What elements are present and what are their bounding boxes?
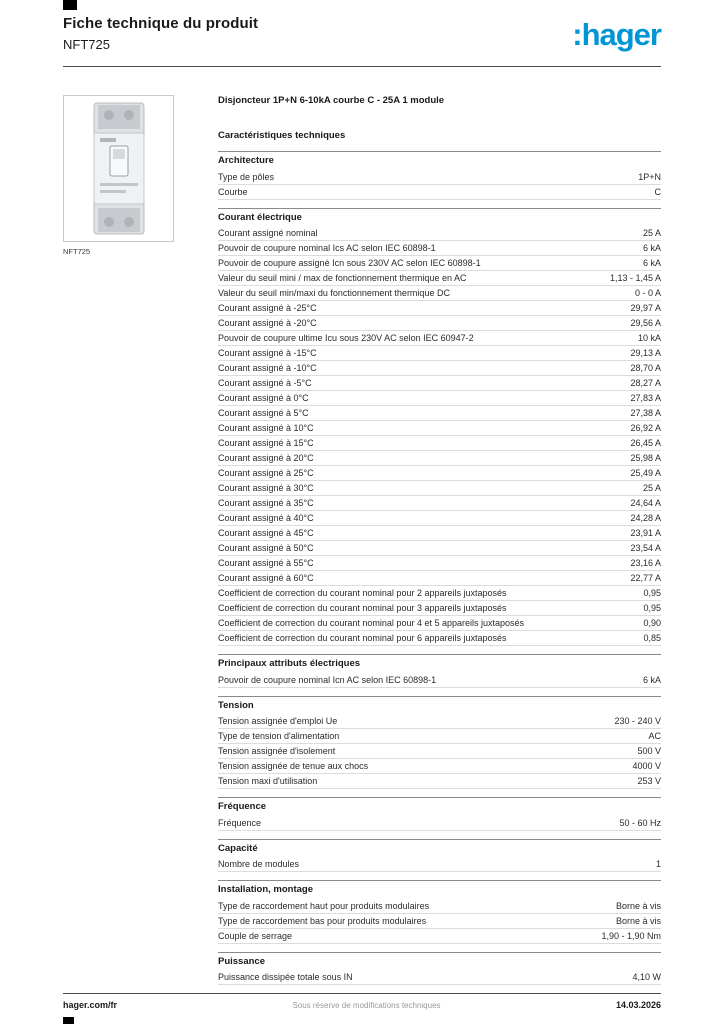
- spec-row: [218, 929, 661, 944]
- spec-label: Type de tension d'alimentation: [218, 731, 340, 741]
- spec-row: [218, 571, 661, 586]
- product-reference: NFT725: [63, 37, 110, 52]
- spec-value: 4000 V: [632, 761, 661, 771]
- spec-value: 23,54 A: [630, 543, 661, 553]
- spec-row: [218, 526, 661, 541]
- section-title: Fréquence: [218, 797, 661, 816]
- spec-row: [218, 376, 661, 391]
- spec-row: [218, 256, 661, 271]
- spec-value: 29,97 A: [630, 303, 661, 313]
- spec-label: Courant assigné à 30°C: [218, 483, 314, 493]
- spec-value: 0,90: [643, 618, 661, 628]
- spec-sections: [218, 151, 661, 985]
- spec-label: Nombre de modules: [218, 859, 300, 869]
- spec-label: Pouvoir de coupure assigné Icn sous 230V AC selon IEC 60898-1: [218, 258, 481, 268]
- spec-row: [218, 185, 661, 200]
- spec-section: [218, 880, 661, 944]
- spec-row: [218, 970, 661, 985]
- spec-label: Couple de serrage: [218, 930, 293, 941]
- spec-value: 0 - 0 A: [634, 288, 661, 298]
- header: [63, 15, 661, 52]
- spec-row: [218, 226, 661, 241]
- spec-row: [218, 899, 661, 914]
- product-name: Disjoncteur 1P+N 6-10kA courbe C - 25A 1 module: [218, 95, 445, 106]
- spec-row: [218, 316, 661, 331]
- spec-row: [218, 511, 661, 526]
- spec-label: Courant assigné à -5°C: [218, 378, 312, 388]
- spec-value: 26,92 A: [630, 423, 661, 433]
- spec-row: [218, 556, 661, 571]
- spec-value: C: [654, 186, 661, 197]
- spec-label: Coefficient de correction du courant nominal pour 3 appareils juxtaposés: [218, 603, 507, 613]
- spec-label: Courant assigné à 40°C: [218, 513, 314, 523]
- spec-row: [218, 714, 661, 729]
- spec-value: 25,98 A: [630, 453, 661, 463]
- spec-value: 6 kA: [642, 258, 661, 268]
- spec-value: Borne à vis: [615, 900, 661, 911]
- spec-label: Pouvoir de coupure nominal Ics AC selon IEC 60898-1: [218, 243, 436, 253]
- product-image-frame: [63, 95, 174, 242]
- section-title: Tension: [218, 696, 661, 715]
- spec-label: Courant assigné à 20°C: [218, 453, 314, 463]
- spec-value: 24,28 A: [630, 513, 661, 523]
- spec-value: 24,64 A: [630, 498, 661, 508]
- spec-column: [218, 95, 661, 985]
- hager-logo: :hager: [572, 17, 661, 52]
- section-title: Capacité: [218, 839, 661, 858]
- spec-value: AC: [648, 731, 661, 741]
- spec-label: Valeur du seuil mini / max de fonctionnement thermique en AC: [218, 273, 467, 283]
- spec-value: 230 - 240 V: [614, 716, 661, 726]
- spec-label: Tension maxi d'utilisation: [218, 776, 318, 786]
- spec-label: Courant assigné à 15°C: [218, 438, 314, 448]
- spec-value: 6 kA: [642, 243, 661, 253]
- spec-row: [218, 286, 661, 301]
- spec-value: 6 kA: [642, 674, 661, 685]
- spec-row: [218, 774, 661, 789]
- spec-value: 29,13 A: [630, 348, 661, 358]
- section-title: Puissance: [218, 952, 661, 971]
- spec-label: Courant assigné nominal: [218, 228, 318, 238]
- spec-row: [218, 759, 661, 774]
- spec-value: 1P+N: [638, 171, 661, 182]
- spec-section: [218, 839, 661, 873]
- footer: [63, 1000, 661, 1010]
- spec-row: [218, 466, 661, 481]
- spec-row: [218, 541, 661, 556]
- spec-label: Courant assigné à -15°C: [218, 348, 317, 358]
- spec-value: 25 A: [642, 228, 661, 238]
- spec-section: [218, 654, 661, 688]
- spec-row: [218, 391, 661, 406]
- footer-link[interactable]: hager.com/fr: [63, 1000, 118, 1010]
- spec-value: 23,16 A: [630, 558, 661, 568]
- spec-value: 1,90 - 1,90 Nm: [601, 930, 661, 941]
- spec-label: Type de raccordement bas pour produits modulaires: [218, 915, 427, 926]
- spec-label: Courbe: [218, 186, 248, 197]
- spec-row: [218, 331, 661, 346]
- spec-label: Courant assigné à 10°C: [218, 423, 314, 433]
- spec-value: 50 - 60 Hz: [619, 817, 661, 828]
- spec-label: Fréquence: [218, 817, 262, 828]
- spec-value: Borne à vis: [615, 915, 661, 926]
- spec-value: 23,91 A: [630, 528, 661, 538]
- spec-value: 22,77 A: [630, 573, 661, 583]
- spec-label: Courant assigné à 35°C: [218, 498, 314, 508]
- print-mark-bottom: [63, 1017, 74, 1024]
- spec-value: 26,45 A: [630, 438, 661, 448]
- spec-row: [218, 816, 661, 831]
- spec-value: 0,85: [643, 633, 661, 643]
- page-title: Fiche technique du produit: [63, 15, 259, 32]
- spec-value: 1: [655, 859, 661, 869]
- spec-row: [218, 744, 661, 759]
- header-divider: [63, 66, 661, 67]
- spec-value: 1,13 - 1,45 A: [609, 273, 661, 283]
- print-mark-top: [63, 0, 77, 10]
- spec-label: Type de pôles: [218, 171, 275, 182]
- spec-row: [218, 481, 661, 496]
- section-title: Architecture: [218, 151, 661, 170]
- spec-value: 27,38 A: [630, 408, 661, 418]
- spec-label: Valeur du seuil min/maxi du fonctionnement thermique DC: [218, 288, 450, 298]
- spec-label: Coefficient de correction du courant nominal pour 6 appareils juxtaposés: [218, 633, 507, 643]
- characteristics-title: Caractéristiques techniques: [218, 130, 346, 141]
- product-image-caption: NFT725: [63, 247, 91, 256]
- spec-row: [218, 241, 661, 256]
- section-title: Courant électrique: [218, 208, 661, 227]
- spec-row: [218, 914, 661, 929]
- spec-row: [218, 346, 661, 361]
- spec-value: 500 V: [637, 746, 661, 756]
- spec-row: [218, 601, 661, 616]
- spec-label: Courant assigné à -10°C: [218, 363, 317, 373]
- spec-label: Tension assignée d'emploi Ue: [218, 716, 338, 726]
- footer-divider: [63, 993, 661, 994]
- spec-section: [218, 208, 661, 647]
- spec-value: 25 A: [642, 483, 661, 493]
- spec-value: 0,95: [643, 588, 661, 598]
- product-image-column: [63, 95, 174, 256]
- spec-label: Courant assigné à 0°C: [218, 393, 309, 403]
- spec-row: [218, 673, 661, 688]
- spec-row: [218, 436, 661, 451]
- spec-row: [218, 301, 661, 316]
- spec-value: 29,56 A: [630, 318, 661, 328]
- spec-label: Pouvoir de coupure ultime Icu sous 230V AC selon IEC 60947-2: [218, 333, 474, 343]
- spec-row: [218, 421, 661, 436]
- spec-section: [218, 797, 661, 831]
- spec-label: Courant assigné à 25°C: [218, 468, 314, 478]
- spec-value: 4,10 W: [632, 972, 661, 982]
- spec-label: Coefficient de correction du courant nominal pour 4 et 5 appareils juxtaposés: [218, 618, 525, 628]
- spec-row: [218, 729, 661, 744]
- spec-label: Courant assigné à 50°C: [218, 543, 314, 553]
- spec-label: Puissance dissipée totale sous IN: [218, 972, 353, 982]
- spec-value: 28,70 A: [630, 363, 661, 373]
- spec-label: Courant assigné à -20°C: [218, 318, 317, 328]
- spec-row: [218, 616, 661, 631]
- spec-row: [218, 406, 661, 421]
- spec-label: Courant assigné à -25°C: [218, 303, 317, 313]
- spec-value: 253 V: [637, 776, 661, 786]
- spec-label: Type de raccordement haut pour produits modulaires: [218, 900, 430, 911]
- spec-value: 27,83 A: [630, 393, 661, 403]
- spec-label: Courant assigné à 5°C: [218, 408, 309, 418]
- spec-section: [218, 952, 661, 986]
- section-title: Installation, montage: [218, 880, 661, 899]
- spec-row: [218, 496, 661, 511]
- spec-row: [218, 586, 661, 601]
- spec-row: [218, 361, 661, 376]
- spec-row: [218, 631, 661, 646]
- spec-label: Courant assigné à 45°C: [218, 528, 314, 538]
- spec-label: Courant assigné à 55°C: [218, 558, 314, 568]
- spec-row: [218, 451, 661, 466]
- product-image: [80, 101, 158, 236]
- spec-label: Courant assigné à 60°C: [218, 573, 314, 583]
- spec-row: [218, 857, 661, 872]
- spec-section: [218, 151, 661, 200]
- spec-value: 0,95: [643, 603, 661, 613]
- spec-section: [218, 696, 661, 790]
- spec-row: [218, 170, 661, 185]
- spec-row: [218, 271, 661, 286]
- footer-note: Sous réserve de modifications techniques: [292, 1001, 441, 1010]
- spec-label: Tension assignée de tenue aux chocs: [218, 761, 369, 771]
- spec-value: 10 kA: [637, 333, 661, 343]
- footer-date: 14.03.2026: [615, 1000, 661, 1010]
- spec-label: Tension assignée d'isolement: [218, 746, 336, 756]
- spec-value: 28,27 A: [630, 378, 661, 388]
- spec-label: Pouvoir de coupure nominal Icn AC selon IEC 60898-1: [218, 674, 437, 685]
- spec-label: Coefficient de correction du courant nominal pour 2 appareils juxtaposés: [218, 588, 507, 598]
- spec-value: 25,49 A: [630, 468, 661, 478]
- section-title: Principaux attributs électriques: [218, 654, 661, 673]
